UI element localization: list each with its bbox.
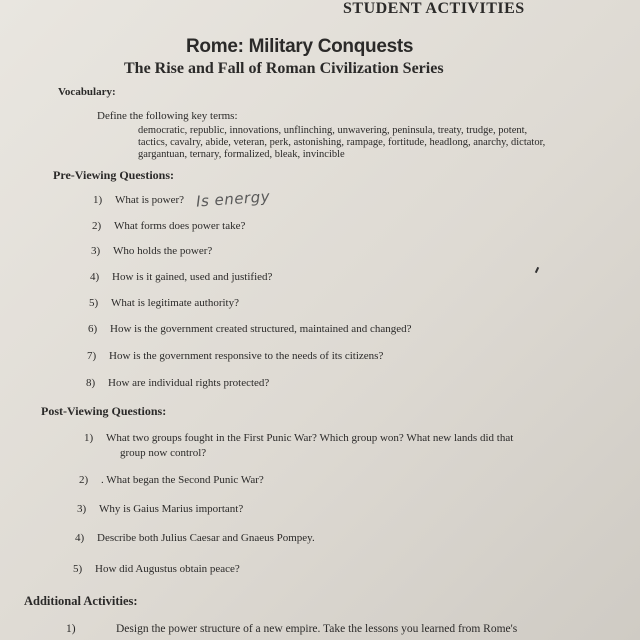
activity-number: 1): [66, 623, 76, 635]
question-text: What forms does power take?: [114, 220, 246, 232]
question-text: How is it gained, used and justified?: [112, 271, 273, 283]
question-number: 1): [93, 194, 103, 206]
page-header: STUDENT ACTIVITIES: [343, 0, 525, 17]
question-text: . What began the Second Punic War?: [101, 474, 264, 486]
additional-activity-1: [66, 623, 517, 635]
question-number: 8): [86, 377, 96, 389]
question-number: 5): [89, 297, 99, 309]
question-number: 3): [91, 245, 101, 257]
activity-text: Design the power structure of a new empire. Take the lessons you learned from Rome's: [116, 623, 518, 635]
handwritten-answer: Is energy: [195, 187, 271, 211]
question-text: What two groups fought in the First Punic War? Which group won? What new lands did that: [106, 432, 514, 444]
question-number: 7): [87, 350, 97, 362]
question-text: How are individual rights protected?: [108, 377, 270, 389]
question-number: 2): [79, 474, 89, 486]
question-number: 1): [84, 432, 94, 444]
pre-question-1: [93, 194, 184, 206]
additional-activities-heading: Additional Activities:: [24, 594, 138, 608]
post-question-1-continued: group now control?: [120, 447, 207, 459]
question-text: Describe both Julius Caesar and Gnaeus Pompey.: [97, 532, 315, 544]
vocabulary-terms: democratic, republic, innovations, unflinching, unwavering, peninsula, treaty, trudge, potent, tactics, cavalry, abide, veteran, perk, astonishing, rampage, fortitude, headlong, anarchy, dictator, gargantuan, ternary, formalized, bleak, invincible: [138, 125, 546, 160]
question-text: What is power?: [115, 194, 185, 206]
question-text: How is the government created structured, maintained and changed?: [110, 323, 412, 335]
post-question-4: [75, 532, 315, 544]
pre-viewing-heading: Pre-Viewing Questions:: [53, 168, 174, 182]
pre-question-8: [86, 377, 269, 389]
question-number: 5): [73, 563, 83, 575]
pen-mark: [535, 267, 539, 273]
pre-question-3: [91, 245, 212, 257]
pre-question-4: [90, 271, 272, 283]
question-number: 4): [75, 532, 85, 544]
vocabulary-heading: Vocabulary:: [58, 86, 116, 98]
question-text: Who holds the power?: [113, 245, 213, 257]
vocabulary-instruction: Define the following key terms:: [97, 110, 238, 122]
post-question-5: [73, 563, 240, 575]
post-question-2: [79, 474, 264, 486]
post-question-3: [77, 503, 243, 515]
question-text: Why is Gaius Marius important?: [99, 503, 244, 515]
pre-question-5: [89, 297, 239, 309]
post-question-1: [84, 432, 513, 444]
pre-question-6: [88, 323, 411, 335]
page-title: Rome: Military Conquests: [186, 36, 414, 57]
question-number: 4): [90, 271, 100, 283]
page-subtitle: The Rise and Fall of Roman Civilization Series: [124, 60, 444, 77]
question-text: How is the government responsive to the needs of its citizens?: [109, 350, 384, 362]
question-text: What is legitimate authority?: [111, 297, 239, 309]
pre-question-7: [87, 350, 383, 362]
question-number: 3): [77, 503, 87, 515]
question-text: How did Augustus obtain peace?: [95, 563, 240, 575]
post-viewing-heading: Post-Viewing Questions:: [41, 404, 167, 418]
question-number: 2): [92, 220, 102, 232]
pre-question-2: [92, 220, 245, 232]
question-number: 6): [88, 323, 98, 335]
